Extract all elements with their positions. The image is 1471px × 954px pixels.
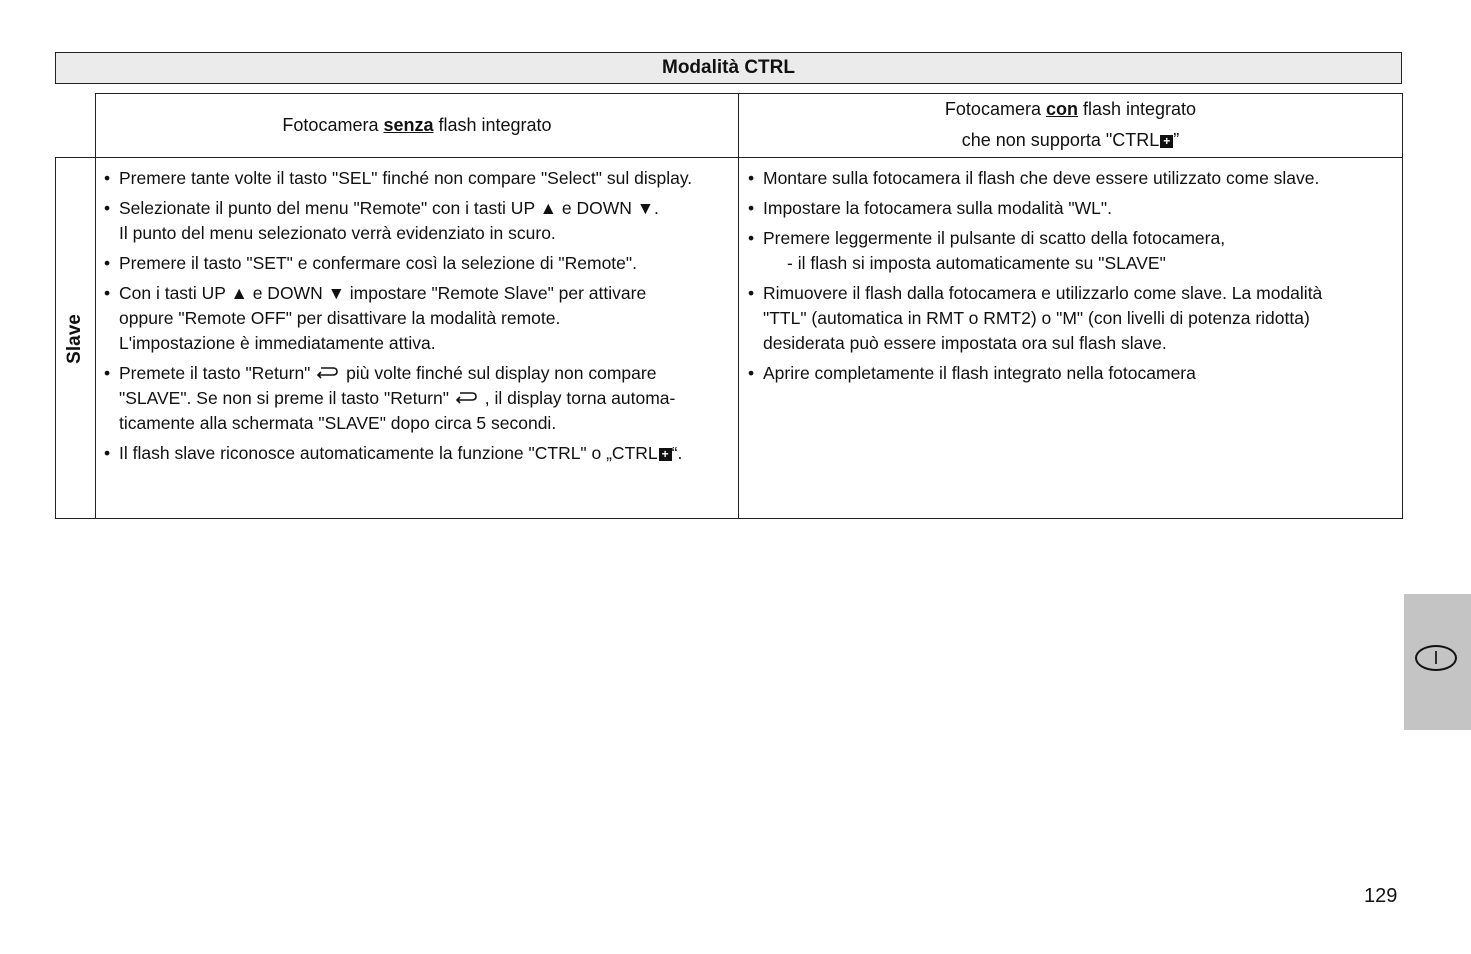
header-right-line2-suffix: ” xyxy=(1173,130,1180,150)
header-camera-without-flash xyxy=(96,94,738,156)
instruction-line xyxy=(119,361,734,386)
list-item xyxy=(104,251,734,276)
header-right-line2 xyxy=(962,125,1180,156)
instruction-text: desiderata può essere impostata ora sul flash slave. xyxy=(763,333,1167,353)
list-item xyxy=(104,441,734,466)
instruction-text: - il flash si imposta automaticamente su "SLAVE" xyxy=(787,253,1166,273)
row-label-cell xyxy=(56,158,94,519)
header-right-line2-prefix: che non supporta "CTRL xyxy=(961,130,1160,150)
instruction-text: • Impostare la fotocamera sulla modalità "WL". xyxy=(763,198,1112,218)
row-label-slave: Slave xyxy=(64,313,85,364)
instruction-text: “. xyxy=(671,443,683,463)
header-camera-with-flash xyxy=(739,94,1402,156)
list-item xyxy=(748,226,1398,276)
instruction-line xyxy=(119,386,734,411)
page-number: 129 xyxy=(1364,885,1398,907)
ctrl-plus-icon: + xyxy=(659,448,672,461)
list-item xyxy=(104,196,734,246)
list-item xyxy=(104,166,734,191)
table-bottom-border xyxy=(55,518,1403,519)
instruction-text: Il punto del menu selezionato verrà evidenziato in scuro. xyxy=(119,223,556,243)
header-right-emphasis: con xyxy=(1045,99,1078,119)
ctrl-plus-icon: + xyxy=(1160,135,1173,148)
middle-column-divider xyxy=(738,93,739,519)
language-tab-letter: I xyxy=(1415,645,1457,671)
instruction-text: ticamente alla schermata "SLAVE" dopo circa 5 secondi. xyxy=(119,413,557,433)
table-header-divider xyxy=(55,157,1403,158)
list-item xyxy=(748,166,1398,191)
header-left-emphasis: senza xyxy=(383,114,434,135)
header-right-line1 xyxy=(945,94,1196,125)
list-item xyxy=(748,196,1398,221)
header-left-text xyxy=(282,110,551,141)
right-column-instructions xyxy=(748,166,1398,391)
instruction-text: • Selezionate il punto del menu "Remote" con i tasti UP ▲ e DOWN ▼. xyxy=(119,198,659,218)
list-item xyxy=(104,281,734,356)
instruction-text: , il display torna automa- xyxy=(484,388,676,408)
instruction-text: Premete il tasto "Return" xyxy=(119,363,311,383)
instruction-text: • Montare sulla fotocamera il flash che deve essere utilizzato come slave. xyxy=(763,168,1320,188)
left-column-instructions xyxy=(104,166,734,471)
header-right-suffix: flash integrato xyxy=(1077,99,1197,119)
instruction-text: oppure "Remote OFF" per disattivare la modalità remote. xyxy=(119,308,561,328)
section-title: Modalità CTRL xyxy=(55,52,1402,84)
instruction-text: • Premere leggermente il pulsante di scatto della fotocamera, xyxy=(763,228,1226,248)
instruction-text: • Premere tante volte il tasto "SEL" finché non compare "Select" sul display. xyxy=(119,168,693,188)
instruction-text: • Premere il tasto "SET" e confermare così la selezione di "Remote". xyxy=(119,253,637,273)
language-tab xyxy=(1404,594,1471,730)
list-item xyxy=(104,361,734,436)
instruction-text: L'impostazione è immediatamente attiva. xyxy=(119,333,436,353)
header-right-prefix: Fotocamera xyxy=(944,99,1046,119)
label-column-divider xyxy=(95,93,96,519)
instruction-text: "SLAVE". Se non si preme il tasto "Return" xyxy=(119,388,449,408)
instruction-text: • Rimuovere il flash dalla fotocamera e utilizzarlo come slave. La modalità xyxy=(763,283,1323,303)
header-left-prefix: Fotocamera xyxy=(282,114,384,135)
instruction-text: Il flash slave riconosce automaticamente la funzione "CTRL" o „CTRL xyxy=(119,443,658,463)
instruction-text: più volte finché sul display non compare xyxy=(346,363,657,383)
instruction-text: • Aprire completamente il flash integrato nella fotocamera xyxy=(763,363,1196,383)
return-icon xyxy=(454,390,480,404)
instruction-line xyxy=(119,441,734,466)
instruction-text: "TTL" (automatica in RMT o RMT2) o "M" (con livelli di potenza ridotta) xyxy=(763,308,1310,328)
table-right-border xyxy=(1402,93,1403,519)
return-icon xyxy=(315,365,341,379)
instruction-text: • Con i tasti UP ▲ e DOWN ▼ impostare "Remote Slave" per attivare xyxy=(119,283,647,303)
list-item xyxy=(748,281,1398,356)
header-left-suffix: flash integrato xyxy=(433,114,552,135)
list-item xyxy=(748,361,1398,386)
